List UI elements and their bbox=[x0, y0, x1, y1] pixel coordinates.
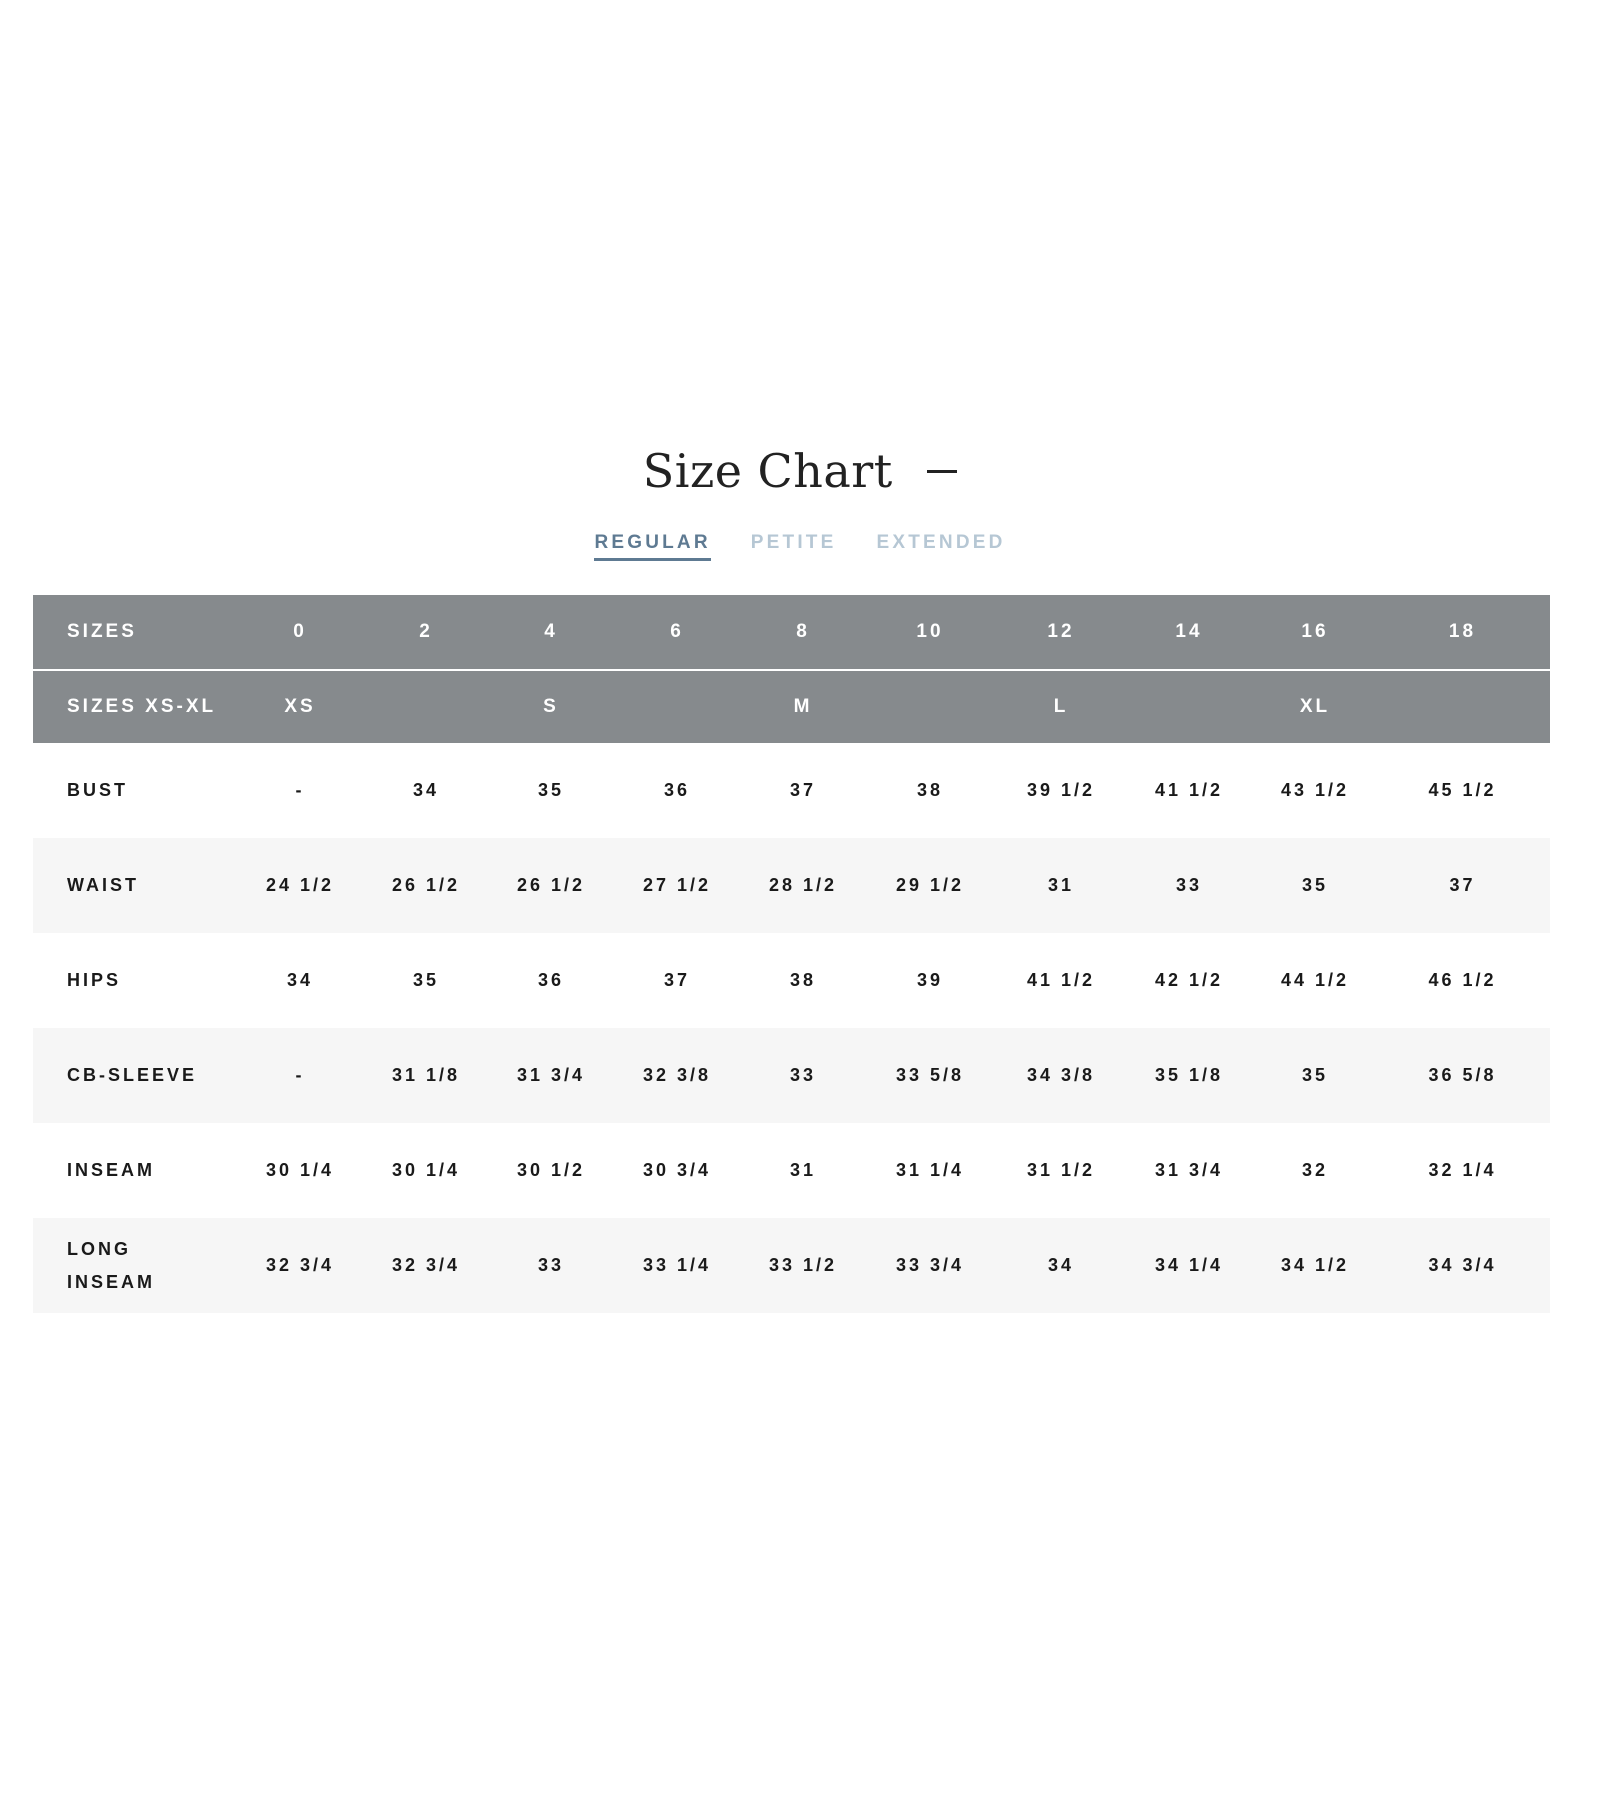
letter-cell bbox=[1375, 670, 1550, 743]
row-label-line: LONG bbox=[67, 1238, 131, 1259]
measurement-cell: 41 1/2 bbox=[1123, 743, 1255, 838]
tab-extended[interactable]: EXTENDED bbox=[876, 532, 1006, 553]
measurement-cell: 31 3/4 bbox=[1123, 1123, 1255, 1218]
measurement-cell: 31 bbox=[999, 838, 1123, 933]
measurement-cell: 31 1/2 bbox=[999, 1123, 1123, 1218]
measurement-cell: 34 bbox=[241, 933, 359, 1028]
measurement-cell: 35 bbox=[1255, 1028, 1375, 1123]
measurement-cell: 26 1/2 bbox=[493, 838, 609, 933]
measurement-cell: 27 1/2 bbox=[609, 838, 745, 933]
row-label: WAIST bbox=[33, 838, 241, 933]
measurement-cell: 42 1/2 bbox=[1123, 933, 1255, 1028]
size-cell: 10 bbox=[861, 595, 999, 670]
measurement-cell: 45 1/2 bbox=[1375, 743, 1550, 838]
measurement-cell: 39 bbox=[861, 933, 999, 1028]
size-cell: 16 bbox=[1255, 595, 1375, 670]
measurement-cell: 33 5/8 bbox=[861, 1028, 999, 1123]
row-label: SIZES bbox=[33, 595, 241, 670]
measurement-cell: - bbox=[241, 1028, 359, 1123]
measurement-cell: 32 3/8 bbox=[609, 1028, 745, 1123]
size-cell: 8 bbox=[745, 595, 861, 670]
measurement-cell: 31 1/4 bbox=[861, 1123, 999, 1218]
size-letter-row bbox=[33, 670, 1550, 743]
row-label: HIPS bbox=[33, 933, 241, 1028]
size-cell: 14 bbox=[1123, 595, 1255, 670]
measurement-cell: 36 bbox=[493, 933, 609, 1028]
tab-regular[interactable]: REGULAR bbox=[594, 532, 710, 561]
row-label bbox=[33, 1218, 241, 1313]
table-row bbox=[33, 933, 1550, 1028]
measurement-cell: 31 bbox=[745, 1123, 861, 1218]
size-cell: 12 bbox=[999, 595, 1123, 670]
letter-cell bbox=[861, 670, 999, 743]
measurement-cell: 33 1/2 bbox=[745, 1218, 861, 1313]
measurement-cell: 26 1/2 bbox=[359, 838, 493, 933]
tab-petite[interactable]: PETITE bbox=[750, 532, 837, 553]
letter-cell: XL bbox=[1255, 670, 1375, 743]
measurement-cell: 38 bbox=[745, 933, 861, 1028]
measurement-cell: 35 1/8 bbox=[1123, 1028, 1255, 1123]
page-title: Size Chart bbox=[642, 444, 893, 498]
size-number-row bbox=[33, 595, 1550, 670]
size-chart-header bbox=[0, 444, 1600, 514]
size-cell: 2 bbox=[359, 595, 493, 670]
measurement-cell: 31 1/8 bbox=[359, 1028, 493, 1123]
measurement-cell: 30 1/4 bbox=[359, 1123, 493, 1218]
measurement-cell: 28 1/2 bbox=[745, 838, 861, 933]
measurement-cell: 46 1/2 bbox=[1375, 933, 1550, 1028]
size-category-tabs bbox=[0, 532, 1600, 561]
measurement-cell: 32 bbox=[1255, 1123, 1375, 1218]
measurement-cell: 33 bbox=[493, 1218, 609, 1313]
table-row bbox=[33, 838, 1550, 933]
measurement-cell: 29 1/2 bbox=[861, 838, 999, 933]
letter-cell bbox=[609, 670, 745, 743]
letter-cell: S bbox=[493, 670, 609, 743]
measurement-cell: 31 3/4 bbox=[493, 1028, 609, 1123]
measurement-cell: 33 bbox=[745, 1028, 861, 1123]
measurement-cell: 35 bbox=[1255, 838, 1375, 933]
measurement-cell: 32 1/4 bbox=[1375, 1123, 1550, 1218]
minus-icon[interactable] bbox=[927, 470, 957, 473]
letter-cell: XS bbox=[241, 670, 359, 743]
letter-cell: M bbox=[745, 670, 861, 743]
letter-cell: L bbox=[999, 670, 1123, 743]
letter-cell bbox=[359, 670, 493, 743]
measurement-cell: 36 bbox=[609, 743, 745, 838]
measurement-cell: 33 bbox=[1123, 838, 1255, 933]
measurement-cell: 39 1/2 bbox=[999, 743, 1123, 838]
measurement-cell: 41 1/2 bbox=[999, 933, 1123, 1028]
table-row bbox=[33, 1218, 1550, 1313]
row-label: SIZES XS-XL bbox=[33, 670, 241, 743]
measurement-cell: 30 1/4 bbox=[241, 1123, 359, 1218]
measurement-cell: 32 3/4 bbox=[241, 1218, 359, 1313]
row-label: CB-SLEEVE bbox=[33, 1028, 241, 1123]
table-row bbox=[33, 743, 1550, 838]
size-cell: 18 bbox=[1375, 595, 1550, 670]
measurement-cell: 30 3/4 bbox=[609, 1123, 745, 1218]
table-row bbox=[33, 1028, 1550, 1123]
measurement-cell: 35 bbox=[359, 933, 493, 1028]
measurement-cell: 35 bbox=[493, 743, 609, 838]
measurement-cell: 34 3/8 bbox=[999, 1028, 1123, 1123]
measurement-cell: 44 1/2 bbox=[1255, 933, 1375, 1028]
size-chart-table bbox=[33, 595, 1550, 1313]
size-cell: 4 bbox=[493, 595, 609, 670]
measurement-cell: 34 3/4 bbox=[1375, 1218, 1550, 1313]
table-row bbox=[33, 1123, 1550, 1218]
measurement-cell: 34 bbox=[999, 1218, 1123, 1313]
measurement-cell: - bbox=[241, 743, 359, 838]
row-label: INSEAM bbox=[33, 1123, 241, 1218]
measurement-cell: 32 3/4 bbox=[359, 1218, 493, 1313]
row-label: BUST bbox=[33, 743, 241, 838]
measurement-cell: 36 5/8 bbox=[1375, 1028, 1550, 1123]
letter-cell bbox=[1123, 670, 1255, 743]
size-cell: 6 bbox=[609, 595, 745, 670]
measurement-cell: 34 1/2 bbox=[1255, 1218, 1375, 1313]
size-cell: 0 bbox=[241, 595, 359, 670]
measurement-cell: 38 bbox=[861, 743, 999, 838]
row-label-line: INSEAM bbox=[67, 1271, 156, 1292]
size-table bbox=[33, 595, 1550, 1313]
measurement-cell: 34 bbox=[359, 743, 493, 838]
measurement-cell: 33 3/4 bbox=[861, 1218, 999, 1313]
measurement-cell: 37 bbox=[609, 933, 745, 1028]
measurement-cell: 34 1/4 bbox=[1123, 1218, 1255, 1313]
measurement-cell: 33 1/4 bbox=[609, 1218, 745, 1313]
measurement-cell: 37 bbox=[1375, 838, 1550, 933]
measurement-cell: 43 1/2 bbox=[1255, 743, 1375, 838]
measurement-cell: 30 1/2 bbox=[493, 1123, 609, 1218]
measurement-cell: 37 bbox=[745, 743, 861, 838]
measurement-cell: 24 1/2 bbox=[241, 838, 359, 933]
